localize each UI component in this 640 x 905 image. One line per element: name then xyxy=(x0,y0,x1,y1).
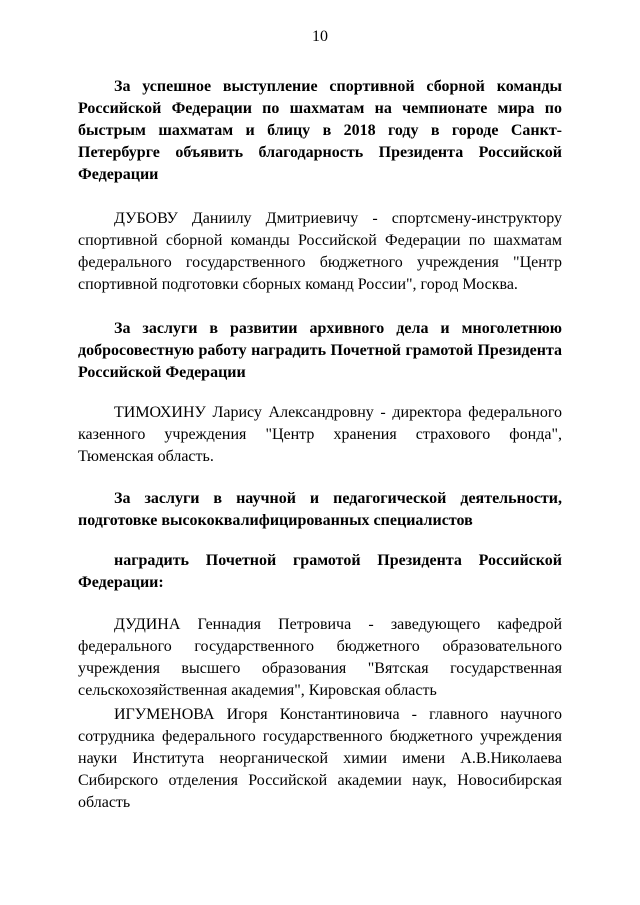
award-entry xyxy=(78,208,562,296)
awardee-name: ДУБОВУ Даниилу Дмитриевичу xyxy=(114,210,359,227)
awardee-description: - спортсмену-инструктору спортивной сборной команды Российской Федерации по шахматам федерального государственного бюджетного учреждения "Центр спортивной подготовки сборных команд России", город Москва. xyxy=(78,210,562,293)
section-heading: За заслуги в научной и педагогической деятельности, подготовке высококвалифицированных специалистов xyxy=(78,490,562,529)
awardee-description: - главного научного сотрудника федерального государственного бюджетного учреждения науки Института неорганической химии имени А.В.Николаева Сибирского отделения Российской академии наук, Новосибирская область xyxy=(78,706,562,811)
award-entry xyxy=(78,402,562,468)
section-heading: За заслуги в развитии архивного дела и многолетнюю добросовестную работу наградить Почетной грамотой Президента Российской Федерации xyxy=(78,320,562,381)
page-number: 10 xyxy=(312,28,328,45)
section-heading: За успешное выступление спортивной сборной команды Российской Федерации по шахматам на чемпионате мира по быстрым шахматам и блицу в 2018 году в городе Санкт-Петербурге объявить благодарность Президента Российской Федерации xyxy=(78,78,562,183)
award-entry xyxy=(78,614,562,702)
awardee-name: ТИМОХИНУ Ларису Александровну xyxy=(114,404,374,421)
award-entry xyxy=(78,704,562,814)
awardee-description: - заведующего кафедрой федерального государственного бюджетного образовательного учреждения высшего образования "Вятская государственная сельскохозяйственная академия", Кировская область xyxy=(78,616,563,699)
awardee-description: - директора федерального казенного учреждения "Центр хранения страхового фонда", Тюменская область. xyxy=(78,404,562,465)
section-subheading: наградить Почетной грамотой Президента Российской Федерации: xyxy=(78,552,562,591)
awardee-name: ДУДИНА Геннадия Петровича xyxy=(114,616,352,633)
awardee-name: ИГУМЕНОВА Игоря Константиновича xyxy=(114,706,400,723)
